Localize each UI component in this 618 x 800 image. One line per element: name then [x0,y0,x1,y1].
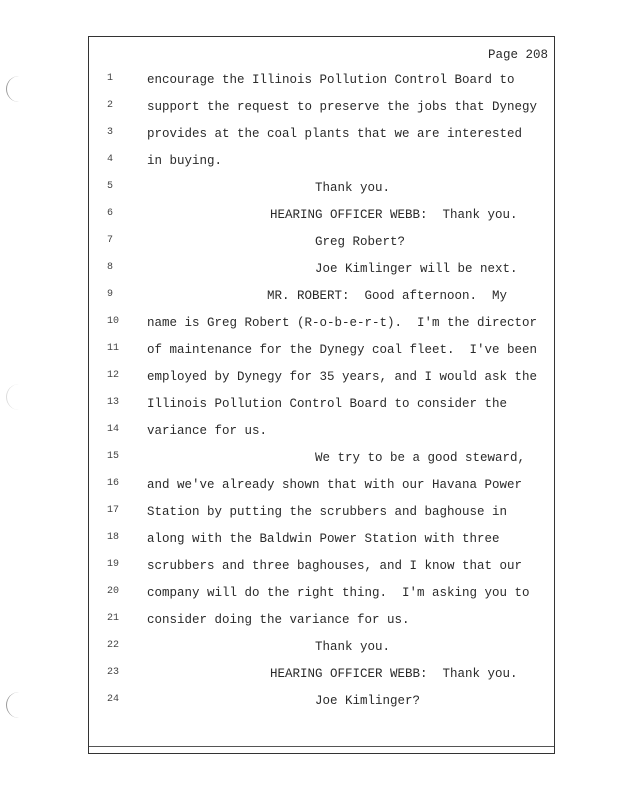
line-text: MR. ROBERT: Good afternoon. My [267,289,508,303]
line-number: 12 [107,370,120,381]
line-number: 14 [107,424,120,435]
transcript-line [89,235,554,257]
line-number: 17 [107,505,120,516]
transcript-line [89,505,554,527]
line-text: along with the Baldwin Power Station with three [147,532,500,546]
line-text: Joe Kimlinger will be next. [315,262,518,276]
line-text: encourage the Illinois Pollution Control Board to [147,73,515,87]
line-number: 9 [107,289,114,300]
transcript-line [89,343,554,365]
line-number: 3 [107,127,114,138]
transcript-line [89,181,554,203]
punch-hole-top [6,76,21,102]
line-text: consider doing the variance for us. [147,613,410,627]
line-text: in buying. [147,154,223,168]
line-text: Greg Robert? [315,235,406,249]
line-number: 24 [107,694,120,705]
transcript-line [89,316,554,338]
line-number: 7 [107,235,114,246]
line-text: support the request to preserve the jobs that Dynegy [147,100,538,114]
line-number: 2 [107,100,114,111]
line-number: 8 [107,262,114,273]
line-text: scrubbers and three baghouses, and I know that our [147,559,523,573]
line-text: variance for us. [147,424,268,438]
line-number: 10 [107,316,120,327]
line-text: and we've already shown that with our Havana Power [147,478,523,492]
line-number: 11 [107,343,120,354]
line-text: name is Greg Robert (R-o-b-e-r-t). I'm the director [147,316,538,330]
line-number: 5 [107,181,114,192]
line-number: 16 [107,478,120,489]
transcript-line [89,613,554,635]
transcript-line [89,694,554,716]
transcript-line [89,532,554,554]
transcript-line [89,586,554,608]
line-text: Illinois Pollution Control Board to consider the [147,397,508,411]
transcript-line [89,640,554,662]
transcript-page [88,36,555,754]
transcript-line [89,370,554,392]
line-text: employed by Dynegy for 35 years, and I would ask the [147,370,538,384]
line-text: We try to be a good steward, [315,451,526,465]
transcript-line [89,100,554,122]
line-text: company will do the right thing. I'm asking you to [147,586,530,600]
line-text: HEARING OFFICER WEBB: Thank you. [270,208,518,222]
page-number: Page 208 [487,48,548,62]
transcript-line [89,559,554,581]
line-number: 20 [107,586,120,597]
line-text: Joe Kimlinger? [315,694,421,708]
line-number: 15 [107,451,120,462]
line-number: 6 [107,208,114,219]
transcript-line [89,451,554,473]
transcript-line [89,127,554,149]
page-bottom-rule [89,746,554,747]
transcript-line [89,289,554,311]
transcript-line [89,478,554,500]
line-number: 1 [107,73,114,84]
line-text: HEARING OFFICER WEBB: Thank you. [270,667,518,681]
transcript-line [89,154,554,176]
transcript-line [89,397,554,419]
transcript-line [89,424,554,446]
line-number: 4 [107,154,114,165]
line-text: Station by putting the scrubbers and baghouse in [147,505,508,519]
line-number: 21 [107,613,120,624]
line-text: of maintenance for the Dynegy coal fleet. I've been [147,343,538,357]
transcript-line [89,262,554,284]
line-number: 19 [107,559,120,570]
line-number: 13 [107,397,120,408]
punch-hole-bottom [6,692,21,718]
transcript-line [89,73,554,95]
transcript-line [89,208,554,230]
line-number: 23 [107,667,120,678]
line-text: provides at the coal plants that we are interested [147,127,523,141]
punch-hole-middle [6,384,21,410]
line-text: Thank you. [315,640,391,654]
line-number: 18 [107,532,120,543]
transcript-line [89,667,554,689]
line-number: 22 [107,640,120,651]
line-text: Thank you. [315,181,391,195]
